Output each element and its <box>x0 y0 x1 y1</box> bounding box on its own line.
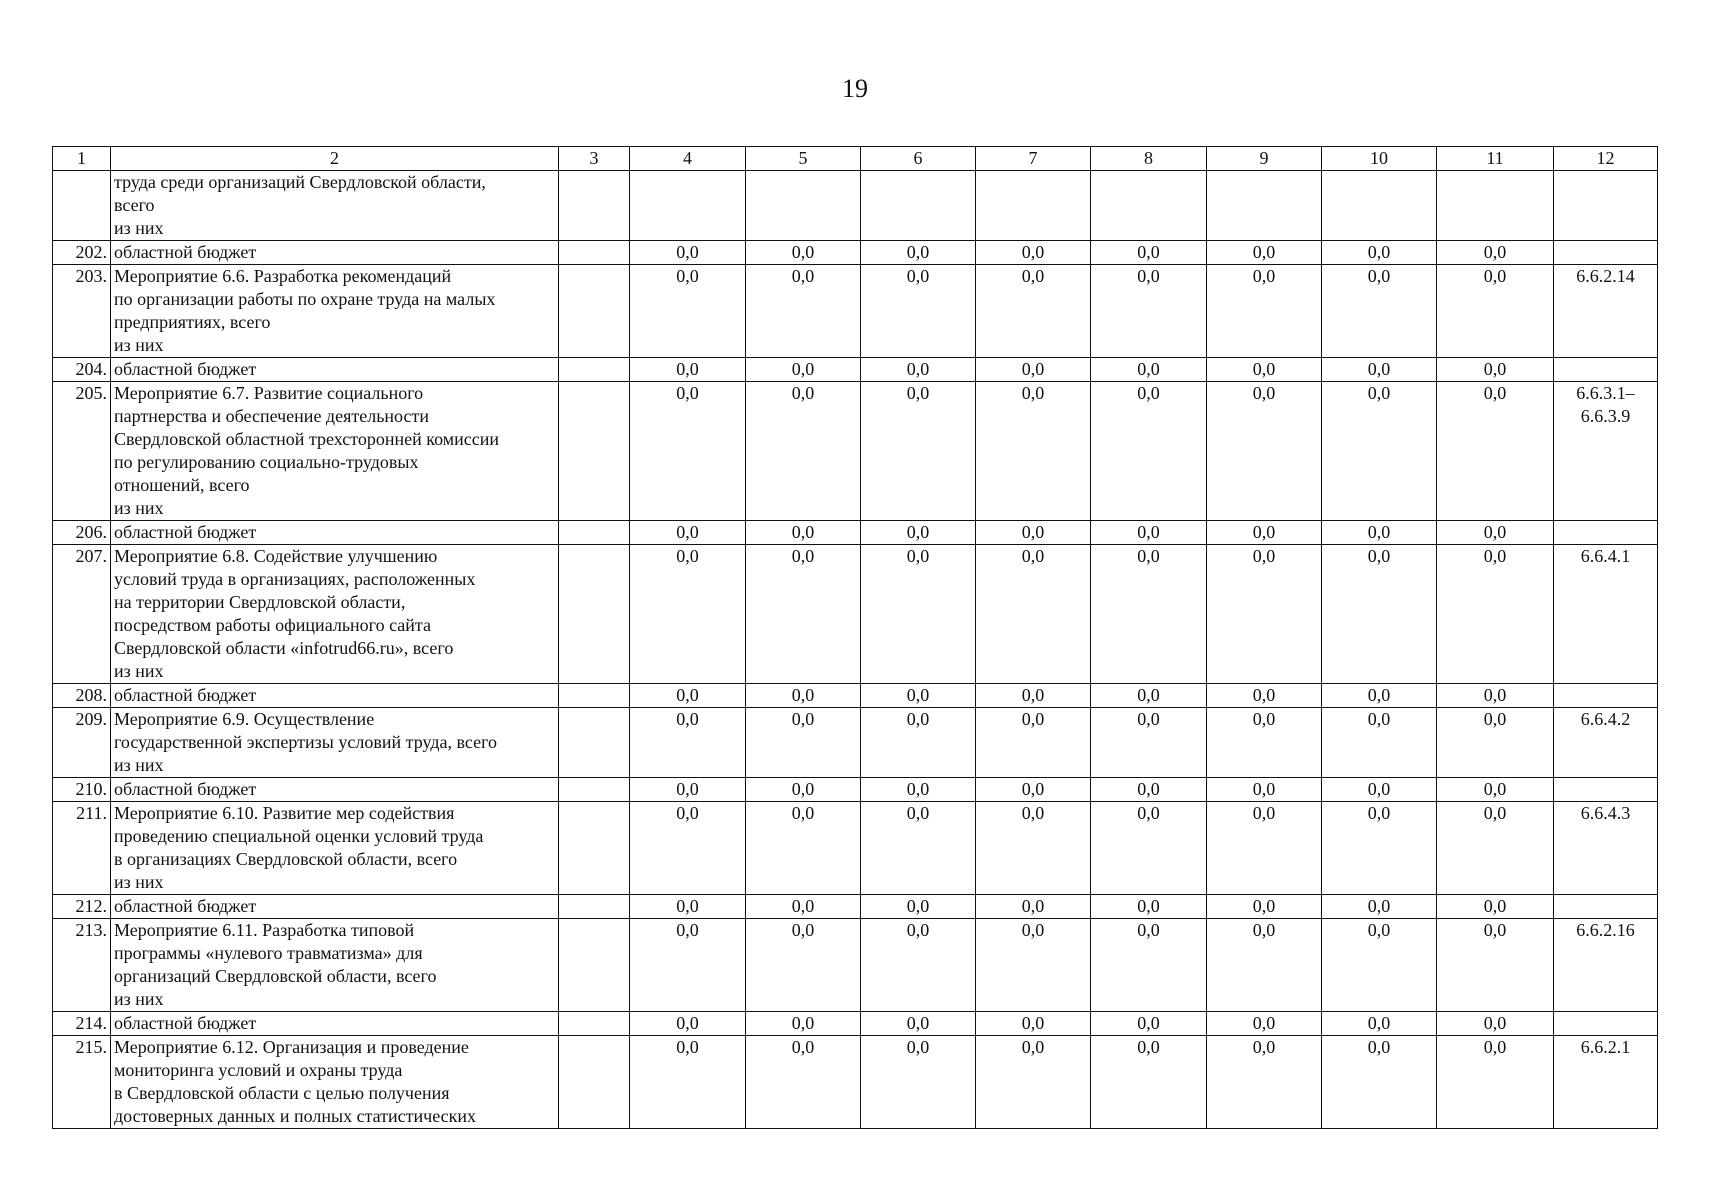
row-value: 0,0 <box>1207 802 1322 895</box>
row-value <box>976 171 1091 241</box>
row-value: 0,0 <box>746 382 861 521</box>
row-value: 0,0 <box>1207 265 1322 358</box>
row-value: 0,0 <box>1322 521 1437 545</box>
row-value: 0,0 <box>861 684 976 708</box>
row-value: 0,0 <box>1207 778 1322 802</box>
row-value: 0,0 <box>630 802 746 895</box>
row-value <box>861 171 976 241</box>
row-value: 0,0 <box>861 521 976 545</box>
row-value: 0,0 <box>1437 895 1554 919</box>
row-value: 0,0 <box>746 919 861 1012</box>
row-value: 0,0 <box>746 708 861 778</box>
row-value: 0,0 <box>1091 521 1207 545</box>
row-code: 6.6.4.2 <box>1554 708 1658 778</box>
table-row <box>53 708 1658 778</box>
row-value: 0,0 <box>1437 521 1554 545</box>
row-name: областной бюджет <box>111 895 559 919</box>
row-value: 0,0 <box>976 1036 1091 1129</box>
row-number: 213. <box>53 919 111 1012</box>
row-name: Мероприятие 6.6. Разработка рекомендаций по организации работы по охране труда на малых предприятиях, всего из них <box>111 265 559 358</box>
row-value: 0,0 <box>1322 778 1437 802</box>
row-value: 0,0 <box>861 382 976 521</box>
row-number: 206. <box>53 521 111 545</box>
row-value: 0,0 <box>1207 521 1322 545</box>
table-row <box>53 545 1658 684</box>
row-code <box>1554 171 1658 241</box>
table-row <box>53 895 1658 919</box>
row-name: Мероприятие 6.11. Разработка типовой программы «нулевого травматизма» для организаций Свердловской области, всего из них <box>111 919 559 1012</box>
row-value: 0,0 <box>1322 684 1437 708</box>
row-value: 0,0 <box>630 545 746 684</box>
row-value: 0,0 <box>861 895 976 919</box>
row-value: 0,0 <box>630 1012 746 1036</box>
row-value: 0,0 <box>1207 684 1322 708</box>
row-name: областной бюджет <box>111 684 559 708</box>
row-col3 <box>559 802 630 895</box>
table-row <box>53 241 1658 265</box>
row-value: 0,0 <box>630 778 746 802</box>
row-value: 0,0 <box>630 521 746 545</box>
row-value: 0,0 <box>861 919 976 1012</box>
row-value: 0,0 <box>746 802 861 895</box>
row-value: 0,0 <box>861 708 976 778</box>
row-value: 0,0 <box>1437 919 1554 1012</box>
table-row <box>53 521 1658 545</box>
row-value: 0,0 <box>976 895 1091 919</box>
row-value: 0,0 <box>1437 265 1554 358</box>
row-code: 6.6.2.14 <box>1554 265 1658 358</box>
row-number: 215. <box>53 1036 111 1129</box>
column-header: 1 <box>53 147 111 171</box>
row-value: 0,0 <box>1437 708 1554 778</box>
row-value <box>1437 171 1554 241</box>
row-value: 0,0 <box>976 265 1091 358</box>
row-value: 0,0 <box>746 241 861 265</box>
row-number: 208. <box>53 684 111 708</box>
row-value: 0,0 <box>1207 382 1322 521</box>
row-number: 203. <box>53 265 111 358</box>
row-value: 0,0 <box>1207 241 1322 265</box>
row-value: 0,0 <box>746 265 861 358</box>
column-header: 4 <box>630 147 746 171</box>
row-name: Мероприятие 6.9. Осуществление государственной экспертизы условий труда, всего из них <box>111 708 559 778</box>
row-name: Мероприятие 6.7. Развитие социального партнерства и обеспечение деятельности Свердловской областной трехсторонней комиссии по регулированию социально-трудовых отношений, всего из них <box>111 382 559 521</box>
row-value <box>1322 171 1437 241</box>
column-header: 10 <box>1322 147 1437 171</box>
row-col3 <box>559 521 630 545</box>
row-value <box>630 171 746 241</box>
row-value: 0,0 <box>1437 1012 1554 1036</box>
row-name: областной бюджет <box>111 1012 559 1036</box>
row-number: 207. <box>53 545 111 684</box>
row-value: 0,0 <box>1322 1012 1437 1036</box>
row-value: 0,0 <box>976 802 1091 895</box>
row-value: 0,0 <box>1091 778 1207 802</box>
row-value: 0,0 <box>976 382 1091 521</box>
row-value: 0,0 <box>630 265 746 358</box>
row-value: 0,0 <box>630 919 746 1012</box>
column-header: 12 <box>1554 147 1658 171</box>
row-value: 0,0 <box>1091 241 1207 265</box>
row-value <box>1091 171 1207 241</box>
table-header-row <box>53 147 1658 171</box>
row-value: 0,0 <box>1207 1036 1322 1129</box>
row-value: 0,0 <box>861 545 976 684</box>
row-value: 0,0 <box>1207 545 1322 684</box>
row-number: 212. <box>53 895 111 919</box>
row-value: 0,0 <box>861 265 976 358</box>
column-header: 3 <box>559 147 630 171</box>
row-value: 0,0 <box>1322 545 1437 684</box>
row-value: 0,0 <box>976 708 1091 778</box>
row-value: 0,0 <box>976 358 1091 382</box>
row-value: 0,0 <box>746 521 861 545</box>
row-name: Мероприятие 6.12. Организация и проведение мониторинга условий и охраны труда в Свердловской области с целью получения достоверных данных и полных статистических <box>111 1036 559 1129</box>
table-row <box>53 1012 1658 1036</box>
row-code <box>1554 684 1658 708</box>
row-code <box>1554 1012 1658 1036</box>
row-value: 0,0 <box>630 382 746 521</box>
row-value: 0,0 <box>1207 708 1322 778</box>
row-code: 6.6.2.1 <box>1554 1036 1658 1129</box>
row-code: 6.6.4.1 <box>1554 545 1658 684</box>
row-value: 0,0 <box>861 241 976 265</box>
row-value: 0,0 <box>630 1036 746 1129</box>
row-value: 0,0 <box>861 778 976 802</box>
row-value: 0,0 <box>1437 382 1554 521</box>
row-value: 0,0 <box>1322 895 1437 919</box>
row-col3 <box>559 171 630 241</box>
row-code <box>1554 778 1658 802</box>
row-value: 0,0 <box>746 684 861 708</box>
row-col3 <box>559 1036 630 1129</box>
row-value: 0,0 <box>1437 802 1554 895</box>
row-value: 0,0 <box>1322 919 1437 1012</box>
row-col3 <box>559 895 630 919</box>
row-value: 0,0 <box>1322 1036 1437 1129</box>
column-header: 9 <box>1207 147 1322 171</box>
row-value: 0,0 <box>1091 382 1207 521</box>
row-value: 0,0 <box>746 1012 861 1036</box>
row-code <box>1554 241 1658 265</box>
row-value: 0,0 <box>1091 265 1207 358</box>
row-value: 0,0 <box>861 802 976 895</box>
row-col3 <box>559 358 630 382</box>
row-number: 202. <box>53 241 111 265</box>
table-row <box>53 265 1658 358</box>
row-value: 0,0 <box>746 545 861 684</box>
row-value: 0,0 <box>746 778 861 802</box>
row-value: 0,0 <box>976 241 1091 265</box>
row-value: 0,0 <box>630 708 746 778</box>
row-value: 0,0 <box>976 545 1091 684</box>
table-row <box>53 778 1658 802</box>
row-number: 214. <box>53 1012 111 1036</box>
row-code <box>1554 521 1658 545</box>
row-value: 0,0 <box>746 1036 861 1129</box>
row-number: 205. <box>53 382 111 521</box>
row-value: 0,0 <box>1322 241 1437 265</box>
row-value: 0,0 <box>861 358 976 382</box>
row-value: 0,0 <box>1091 545 1207 684</box>
row-col3 <box>559 684 630 708</box>
table-row <box>53 358 1658 382</box>
row-value: 0,0 <box>1207 1012 1322 1036</box>
row-value: 0,0 <box>1207 358 1322 382</box>
row-name: областной бюджет <box>111 241 559 265</box>
row-col3 <box>559 919 630 1012</box>
column-header: 7 <box>976 147 1091 171</box>
row-value: 0,0 <box>1437 684 1554 708</box>
row-value: 0,0 <box>630 684 746 708</box>
row-name: областной бюджет <box>111 778 559 802</box>
row-value: 0,0 <box>1091 802 1207 895</box>
table-row <box>53 382 1658 521</box>
budget-table <box>52 146 1658 1129</box>
row-value: 0,0 <box>976 684 1091 708</box>
row-name: областной бюджет <box>111 358 559 382</box>
row-value: 0,0 <box>1091 1012 1207 1036</box>
row-value: 0,0 <box>1207 919 1322 1012</box>
row-number <box>53 171 111 241</box>
table-row <box>53 684 1658 708</box>
row-value: 0,0 <box>1322 265 1437 358</box>
row-value: 0,0 <box>1207 895 1322 919</box>
row-number: 211. <box>53 802 111 895</box>
row-col3 <box>559 1012 630 1036</box>
row-value: 0,0 <box>746 358 861 382</box>
row-value: 0,0 <box>976 919 1091 1012</box>
row-col3 <box>559 241 630 265</box>
row-value: 0,0 <box>1437 545 1554 684</box>
row-number: 209. <box>53 708 111 778</box>
column-header: 8 <box>1091 147 1207 171</box>
row-code: 6.6.4.3 <box>1554 802 1658 895</box>
column-header: 2 <box>111 147 559 171</box>
row-value: 0,0 <box>976 521 1091 545</box>
column-header: 6 <box>861 147 976 171</box>
row-number: 204. <box>53 358 111 382</box>
row-name: областной бюджет <box>111 521 559 545</box>
table-row <box>53 171 1658 241</box>
column-header: 11 <box>1437 147 1554 171</box>
row-value: 0,0 <box>1322 358 1437 382</box>
row-col3 <box>559 708 630 778</box>
row-value: 0,0 <box>1322 382 1437 521</box>
column-header: 5 <box>746 147 861 171</box>
row-value: 0,0 <box>861 1012 976 1036</box>
row-name: Мероприятие 6.10. Развитие мер содействия проведению специальной оценки условий труда в организациях Свердловской области, всего из них <box>111 802 559 895</box>
row-value: 0,0 <box>1437 358 1554 382</box>
row-value: 0,0 <box>1091 919 1207 1012</box>
row-value: 0,0 <box>976 778 1091 802</box>
row-value: 0,0 <box>1437 1036 1554 1129</box>
row-name: труда среди организаций Свердловской области, всего из них <box>111 171 559 241</box>
row-value: 0,0 <box>1091 1036 1207 1129</box>
row-col3 <box>559 545 630 684</box>
row-value: 0,0 <box>861 1036 976 1129</box>
row-code: 6.6.3.1– 6.6.3.9 <box>1554 382 1658 521</box>
row-code <box>1554 895 1658 919</box>
row-value: 0,0 <box>1437 778 1554 802</box>
table-row <box>53 1036 1658 1129</box>
row-value: 0,0 <box>630 241 746 265</box>
row-value: 0,0 <box>1437 241 1554 265</box>
row-value <box>746 171 861 241</box>
table-row <box>53 802 1658 895</box>
row-value: 0,0 <box>1091 684 1207 708</box>
row-value: 0,0 <box>630 358 746 382</box>
row-code <box>1554 358 1658 382</box>
page-number: 19 <box>842 74 868 103</box>
row-number: 210. <box>53 778 111 802</box>
row-value: 0,0 <box>1091 708 1207 778</box>
row-value <box>1207 171 1322 241</box>
row-name: Мероприятие 6.8. Содействие улучшению условий труда в организациях, расположенных на территории Свердловской области, посредством работы официального сайта Свердловской области «infotrud66.ru», всего из них <box>111 545 559 684</box>
row-code: 6.6.2.16 <box>1554 919 1658 1012</box>
row-col3 <box>559 265 630 358</box>
table-body <box>53 147 1658 1129</box>
row-value: 0,0 <box>1091 895 1207 919</box>
row-value: 0,0 <box>976 1012 1091 1036</box>
row-value: 0,0 <box>1322 802 1437 895</box>
row-col3 <box>559 778 630 802</box>
row-value: 0,0 <box>1322 708 1437 778</box>
row-value: 0,0 <box>746 895 861 919</box>
row-col3 <box>559 382 630 521</box>
table-row <box>53 919 1658 1012</box>
row-value: 0,0 <box>630 895 746 919</box>
row-value: 0,0 <box>1091 358 1207 382</box>
